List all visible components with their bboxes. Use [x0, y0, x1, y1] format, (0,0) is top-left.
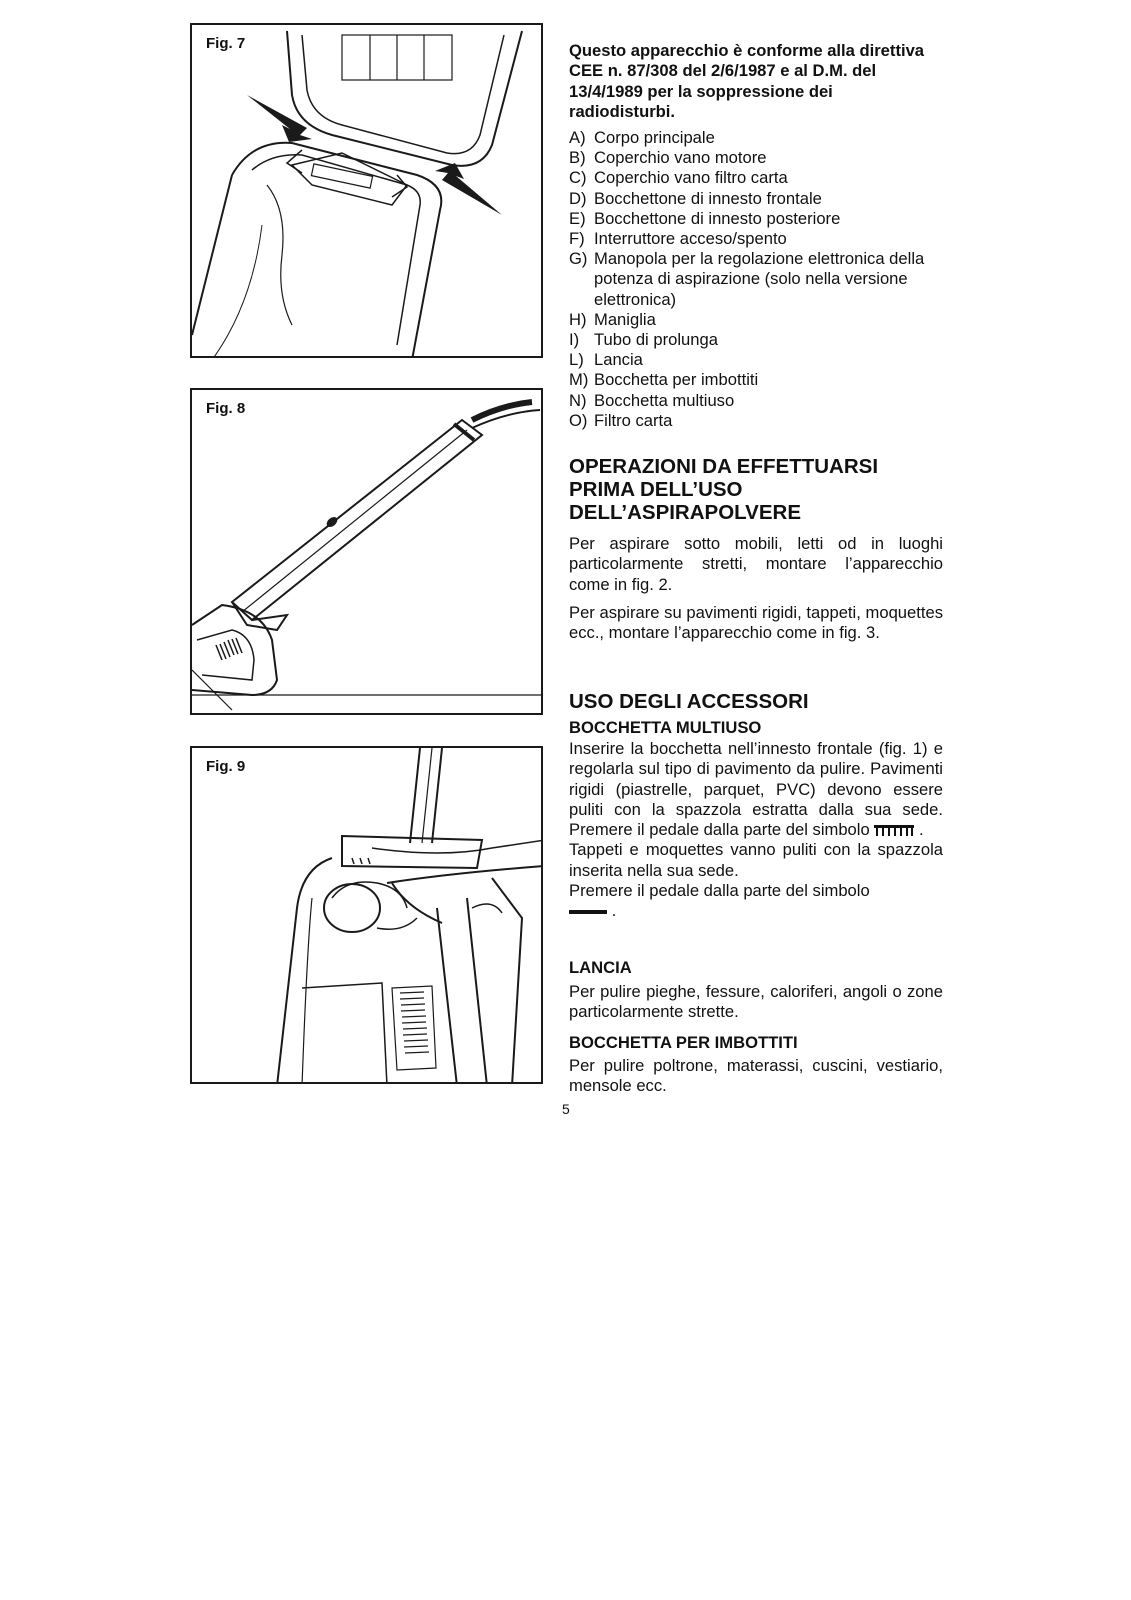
paragraph: Per aspirare su pavimenti rigidi, tappeti, moquettes ecc., montare l’apparecchio come in fig. 3. [569, 603, 943, 643]
subheading-multiuso: BOCCHETTA MULTIUSO [569, 718, 762, 737]
list-item: F) Interruttore acceso/spento [569, 229, 787, 249]
page-number: 5 [562, 1101, 570, 1117]
figure-8 [190, 388, 543, 715]
list-item: E) Bocchettone di innesto posteriore [569, 208, 841, 228]
parts-list [569, 128, 943, 431]
figure-9 [190, 746, 543, 1084]
list-item: A) Corpo principale [569, 128, 715, 147]
paragraph: Per aspirare sotto mobili, letti od in luoghi particolarmente stretti, montare l’apparecchio come in fig. 2. [569, 534, 943, 594]
section-title-accessories: USO DEGLI ACCESSORI [569, 690, 809, 713]
figure-9-illustration [192, 748, 543, 1084]
list-item: M) Bocchetta per imbottiti [569, 370, 759, 390]
paragraph: Per pulire poltrone, materassi, cuscini, vestiario, mensole ecc. [569, 1056, 943, 1096]
section-title-preparation: OPERAZIONI DA EFFETTUARSI PRIMA DELL’USO DELL’ASPIRAPOLVERE [569, 455, 879, 524]
figure-9-label: Fig. 9 [202, 758, 249, 775]
list-item: D) Bocchettone di innesto frontale [569, 188, 822, 208]
list-item: B) Coperchio vano motore [569, 148, 767, 168]
figure-7-illustration [192, 25, 543, 358]
figure-7 [190, 23, 543, 358]
subheading-lancia: LANCIA [569, 958, 632, 977]
paragraph: Inserire la bocchetta nell’innesto frontale (fig. 1) e regolarla sul tipo di pavimento da pulire. Pavimenti rigidi (piastrelle, parquet, PVC) devono essere puliti con la spazzola estratta dalla sua sede. Premere il pedale dalla parte del simbolo . Tappeti e moquettes vanno puliti con la spazzola inserita nella sua sede. Premere il pedale dalla parte del simbolo . [569, 739, 943, 921]
list-item: H) Maniglia [569, 309, 656, 329]
list-item: C) Coperchio vano filtro carta [569, 168, 788, 188]
list-item: N) Bocchetta multiuso [569, 390, 735, 410]
list-item: G) Manopola per la regolazione elettronica della potenza di aspirazione (solo nella versione elettronica) [569, 249, 925, 309]
conformity-notice: Questo apparecchio è conforme alla direttiva CEE n. 87/308 del 2/6/1987 e al D.M. del 13/4/1989 per la soppressione dei radiodisturbi. [569, 40, 925, 122]
subheading-imbottiti: BOCCHETTA PER IMBOTTITI [569, 1033, 798, 1052]
brush-out-symbol-icon [874, 825, 914, 837]
figure-7-label: Fig. 7 [202, 35, 249, 52]
list-item: L) Lancia [569, 350, 643, 370]
list-item: I) Tubo di prolunga [569, 330, 718, 350]
list-item: O) Filtro carta [569, 410, 673, 430]
brush-in-symbol-icon [569, 908, 607, 916]
figure-8-label: Fig. 8 [202, 400, 249, 417]
figure-8-illustration [192, 390, 543, 715]
paragraph: Per pulire pieghe, fessure, caloriferi, angoli o zone particolarmente strette. [569, 982, 943, 1022]
